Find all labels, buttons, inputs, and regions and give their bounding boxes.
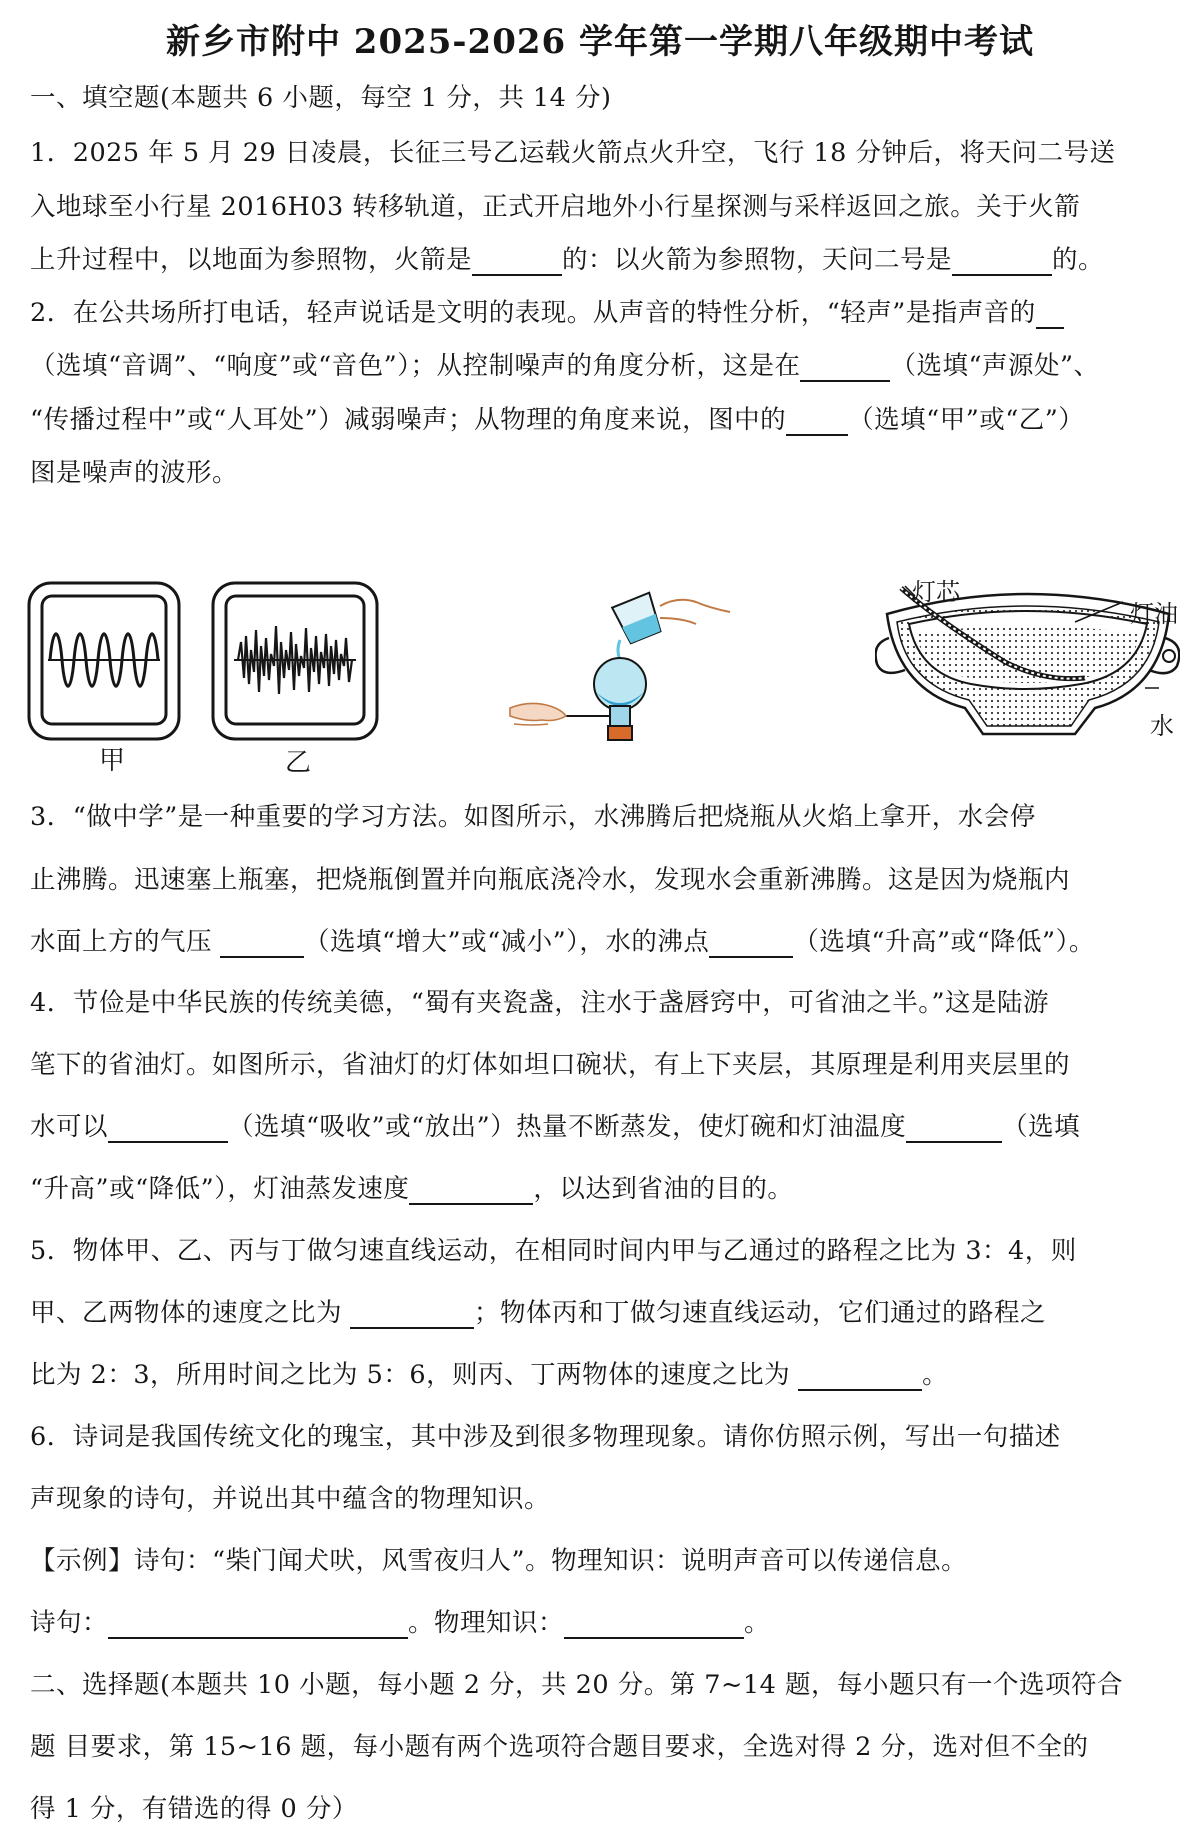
flask-experiment-figure (500, 588, 750, 748)
section2-line1: 二、选择题(本题共 10 小题，每小题 2 分，共 20 分。第 7~14 题，每小题只有一个选项符合 (30, 1670, 1123, 1700)
q6-line1: 6．诗词是我国传统文化的瑰宝，其中涉及到很多物理现象。请你仿照示例，写出一句描述 (30, 1422, 1061, 1452)
q5-line3-text-a: 比为 2：3，所用时间之比为 5：6，则丙、丁两物体的速度之比为 (30, 1360, 791, 1390)
q4-blank-1[interactable] (108, 1114, 228, 1143)
q6-example: 【示例】诗句：“柴门闻犬吠，风雪夜归人”。物理知识：说明声音可以传递信息。 (30, 1546, 968, 1576)
q4-line3 (30, 1107, 1080, 1143)
q4-line1: 4．节俭是中华民族的传统美德，“蜀有夹瓷盏，注水于盏唇窍中，可省油之半。”这是陆游 (30, 988, 1050, 1018)
q5-line2-text-b: ；物体丙和丁做匀速直线运动，它们通过的路程之 (474, 1298, 1047, 1328)
q6-knowledge-blank[interactable] (564, 1610, 744, 1639)
q4-line3-text-a: 水可以 (30, 1112, 109, 1142)
q4-line2: 笔下的省油灯。如图所示，省油灯的灯体如坦口碗状，有上下夹层，其原理是利用夹层里的 (30, 1050, 1071, 1080)
q4-line3-text-c: （选填 (1002, 1112, 1081, 1142)
lamp-wick-label: 灯芯 (912, 578, 960, 606)
q3-line2: 止沸腾。迅速塞上瓶塞，把烧瓶倒置并向瓶底浇冷水，发现水会重新沸腾。这是因为烧瓶内 (30, 865, 1071, 895)
section2-line3: 得 1 分，有错选的得 0 分） (30, 1794, 358, 1824)
q1-line3 (30, 240, 1104, 276)
q6-poem-blank[interactable] (108, 1610, 408, 1639)
section2-line2: 题 目要求，第 15~16 题，每小题有两个选项符合题目要求，全选对得 2 分，选对但不全的 (30, 1732, 1089, 1762)
q5-line2 (30, 1293, 1046, 1329)
q4-blank-2[interactable] (906, 1114, 1002, 1143)
q5-line2-text-a: 甲、乙两物体的速度之比为 (30, 1298, 343, 1328)
q1-blank-2[interactable] (952, 247, 1052, 276)
q4-line4-text-a: “升高”或“降低”），灯油蒸发速度 (30, 1174, 410, 1204)
q5-blank-2[interactable] (798, 1362, 922, 1391)
waveform-b-figure (210, 580, 380, 742)
q3-line1: 3．“做中学”是一种重要的学习方法。如图所示，水沸腾后把烧瓶从火焰上拿开，水会停 (30, 802, 1036, 832)
waveform-a-figure (26, 580, 182, 742)
q1-blank-1[interactable] (472, 247, 562, 276)
q5-line3-text-b: 。 (922, 1360, 949, 1390)
q3-blank-1[interactable] (220, 929, 304, 958)
q3-line3-text-a: 水面上方的气压 (30, 927, 213, 957)
waveform-b-caption: 乙 (285, 748, 312, 778)
q4-blank-3[interactable] (409, 1176, 533, 1205)
q5-blank-1[interactable] (350, 1300, 474, 1329)
q3-line3-text-c: （选填“升高”或“降低”）。 (793, 927, 1095, 957)
q4-line4-text-b: ，以达到省油的目的。 (533, 1174, 794, 1204)
q2-line1 (30, 293, 1064, 329)
q1-line3-text-a: 上升过程中，以地面为参照物，火箭是 (30, 245, 473, 275)
q2-line1-text: 2．在公共场所打电话，轻声说话是文明的表现。从声音的特性分析，“轻声”是指声音的 (30, 298, 1036, 328)
q1-line2: 入地球至小行星 2016H03 转移轨道，正式开启地外小行星探测与采样返回之旅。关于火箭 (30, 192, 1081, 222)
q2-line3-text-a: “传播过程中”或“人耳处”）减弱噪声；从物理的角度来说，图中的 (30, 405, 787, 435)
q5-line3 (30, 1355, 948, 1391)
q1-line1: 1．2025 年 5 月 29 日凌晨，长征三号乙运载火箭点火升空，飞行 18 分钟后，将天问二号送 (30, 138, 1116, 168)
q2-line2-text-a: （选填“音调”、“响度”或“音色”）；从控制噪声的角度分析，这是在 (30, 351, 801, 381)
q6-line2: 声现象的诗句，并说出其中蕴含的物理知识。 (30, 1484, 551, 1514)
q2-blank-3[interactable] (786, 407, 848, 436)
q2-line3 (30, 400, 1084, 436)
q2-line4: 图是噪声的波形。 (30, 458, 239, 488)
q2-line2 (30, 346, 1100, 382)
exam-title: 新乡市附中 2025-2026 学年第一学期八年级期中考试 (165, 22, 1035, 62)
q3-blank-2[interactable] (709, 929, 793, 958)
q6-line4-text-b: 。物理知识： (408, 1608, 565, 1638)
q6-line4-text-a: 诗句： (30, 1608, 109, 1638)
q4-line4 (30, 1169, 793, 1205)
q1-line3-text-b: 的：以火箭为参照物，天问二号是 (562, 245, 953, 275)
q4-line3-text-b: （选填“吸收”或“放出”）热量不断蒸发，使灯碗和灯油温度 (228, 1112, 907, 1142)
waveform-a-caption: 甲 (99, 746, 126, 776)
q2-blank-1[interactable] (1036, 300, 1064, 329)
lamp-oil-label: 灯油 (1130, 600, 1178, 628)
q6-line4 (30, 1603, 770, 1639)
section1-heading: 一、填空题(本题共 6 小题，每空 1 分，共 14 分) (30, 83, 612, 113)
q2-line2-text-b: （选填“声源处”、 (890, 351, 1100, 381)
q2-blank-2[interactable] (800, 353, 890, 382)
q6-line4-text-c: 。 (744, 1608, 771, 1638)
q5-line1: 5．物体甲、乙、丙与丁做匀速直线运动，在相同时间内甲与乙通过的路程之比为 3：4，则 (30, 1236, 1077, 1266)
q3-line3 (30, 922, 1095, 958)
lamp-water-label: 水 (1150, 712, 1174, 740)
q2-line3-text-b: （选填“甲”或“乙”） (848, 405, 1085, 435)
q3-line3-text-b: （选填“增大”或“减小”），水的沸点 (304, 927, 710, 957)
q1-line3-text-c: 的。 (1052, 245, 1105, 275)
